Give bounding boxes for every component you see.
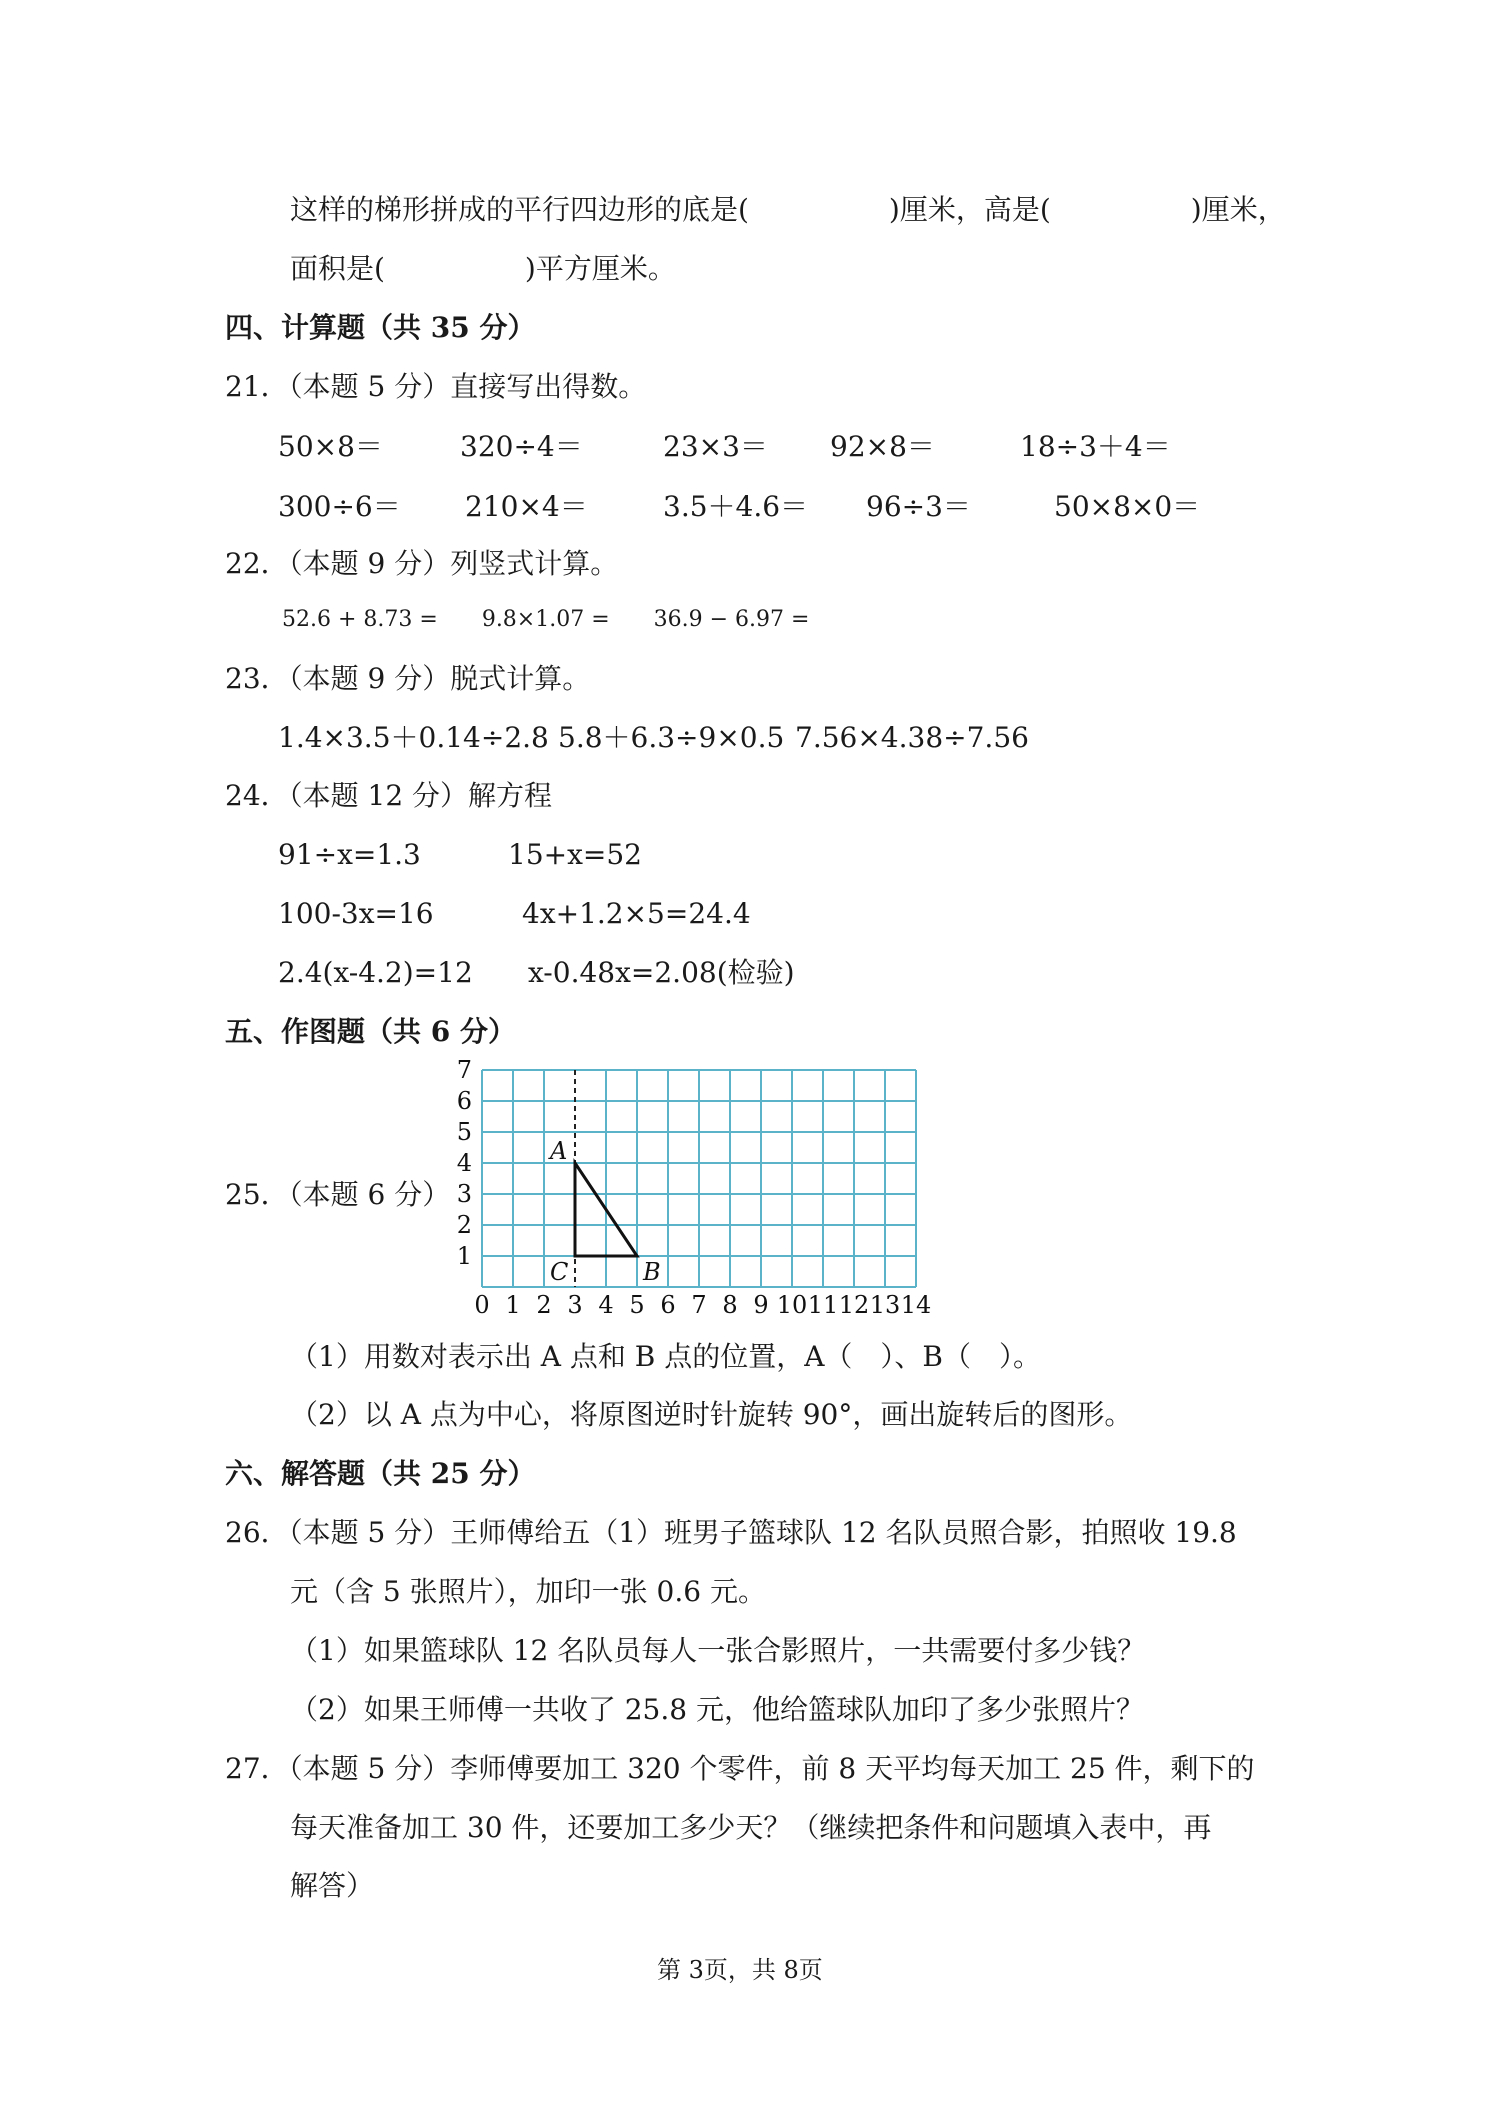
x-tick-label: 10 — [776, 1291, 808, 1319]
x-tick-label: 2 — [536, 1291, 552, 1319]
q24-item: 2.4(x-4.2)=12 — [278, 956, 473, 989]
section-4-heading: 四、计算题（共 35 分） — [225, 311, 536, 344]
q21-item: 50×8＝ — [278, 430, 383, 463]
y-tick-label: 3 — [456, 1180, 472, 1208]
q25-sub1: （1）用数对表示出 A 点和 B 点的位置，A（ ）、B（ ）。 — [290, 1340, 1042, 1373]
x-tick-label: 11 — [807, 1291, 839, 1319]
q21-item: 210×4＝ — [465, 490, 588, 523]
point-label-b: B — [643, 1258, 661, 1286]
q27-line1: 27．（本题 5 分）李师傅要加工 320 个零件，前 8 天平均每天加工 25 件，剩下的 — [225, 1752, 1255, 1785]
x-tick-label: 0 — [474, 1291, 490, 1319]
section-5-heading: 五、作图题（共 6 分） — [225, 1015, 516, 1048]
q23-text: 23．（本题 9 分）脱式计算。 — [225, 662, 591, 695]
x-tick-label: 12 — [838, 1291, 870, 1319]
q21-item: 3.5＋4.6＝ — [663, 490, 809, 523]
q20-line1: 这样的梯形拼成的平行四边形的底是( )厘米，高是( )厘米， — [290, 193, 1286, 226]
x-tick-label: 6 — [660, 1291, 676, 1319]
q22-items: 52.6 + 8.73 = 9.8×1.07 = 36.9 − 6.97 = — [282, 607, 810, 632]
point-label-c: C — [550, 1258, 569, 1286]
q24-item: 4x+1.2×5=24.4 — [522, 897, 751, 930]
q25-sub2: （2）以 A 点为中心，将原图逆时针旋转 90°，画出旋转后的图形。 — [290, 1398, 1133, 1431]
x-tick-label: 9 — [753, 1291, 769, 1319]
q25-text: 25．（本题 6 分） — [225, 1178, 451, 1211]
q24-item: 91÷x=1.3 — [278, 838, 421, 871]
q26-sub1: （1）如果篮球队 12 名队员每人一张合影照片，一共需要付多少钱？ — [290, 1634, 1146, 1667]
q26-line2: 元（含 5 张照片），加印一张 0.6 元。 — [290, 1575, 766, 1608]
q21-item: 92×8＝ — [830, 430, 935, 463]
q21-text: 21．（本题 5 分）直接写出得数。 — [225, 370, 647, 403]
q22-text: 22．（本题 9 分）列竖式计算。 — [225, 547, 619, 580]
y-tick-label: 2 — [456, 1211, 472, 1239]
q21-item: 300÷6＝ — [278, 490, 401, 523]
section-6-heading: 六、解答题（共 25 分） — [225, 1457, 536, 1490]
q20-line2: 面积是( )平方厘米。 — [290, 252, 676, 285]
y-tick-label: 4 — [456, 1149, 472, 1177]
q21-item: 23×3＝ — [663, 430, 768, 463]
x-tick-label: 4 — [598, 1291, 614, 1319]
q24-item: 15+x=52 — [508, 838, 642, 871]
x-tick-label: 13 — [869, 1291, 901, 1319]
y-tick-label: 6 — [456, 1087, 472, 1115]
x-tick-label: 7 — [691, 1291, 707, 1319]
q27-line2: 每天准备加工 30 件，还要加工多少天？（继续把条件和问题填入表中，再 — [290, 1811, 1212, 1844]
q23-item: 1.4×3.5＋0.14÷2.8 — [278, 721, 549, 754]
q21-item: 18÷3＋4＝ — [1020, 430, 1171, 463]
coordinate-grid — [440, 1060, 960, 1330]
q24-item: 100-3x=16 — [278, 897, 434, 930]
q23-item: 7.56×4.38÷7.56 — [795, 721, 1029, 754]
x-tick-label: 1 — [505, 1291, 521, 1319]
q21-item: 320÷4＝ — [460, 430, 583, 463]
y-tick-label: 1 — [456, 1242, 472, 1270]
q21-item: 50×8×0＝ — [1054, 490, 1201, 523]
q21-item: 96÷3＝ — [866, 490, 971, 523]
q23-item: 5.8＋6.3÷9×0.5 — [558, 721, 785, 754]
q26-sub2: （2）如果王师傅一共收了 25.8 元，他给篮球队加印了多少张照片？ — [290, 1693, 1144, 1726]
x-tick-label: 5 — [629, 1291, 645, 1319]
q27-line3: 解答） — [290, 1869, 375, 1902]
y-tick-label: 5 — [456, 1118, 472, 1146]
x-tick-label: 3 — [567, 1291, 583, 1319]
point-label-a: A — [550, 1137, 568, 1165]
page-footer: 第 3页，共 8页 — [657, 1956, 823, 1984]
q24-text: 24．（本题 12 分）解方程 — [225, 779, 553, 812]
x-tick-label: 14 — [900, 1291, 932, 1319]
y-tick-label: 7 — [456, 1060, 472, 1084]
q26-line1: 26．（本题 5 分）王师傅给五（1）班男子篮球队 12 名队员照合影，拍照收 19.8 — [225, 1516, 1237, 1549]
x-tick-label: 8 — [722, 1291, 738, 1319]
q24-item: x-0.48x=2.08(检验) — [528, 956, 795, 989]
